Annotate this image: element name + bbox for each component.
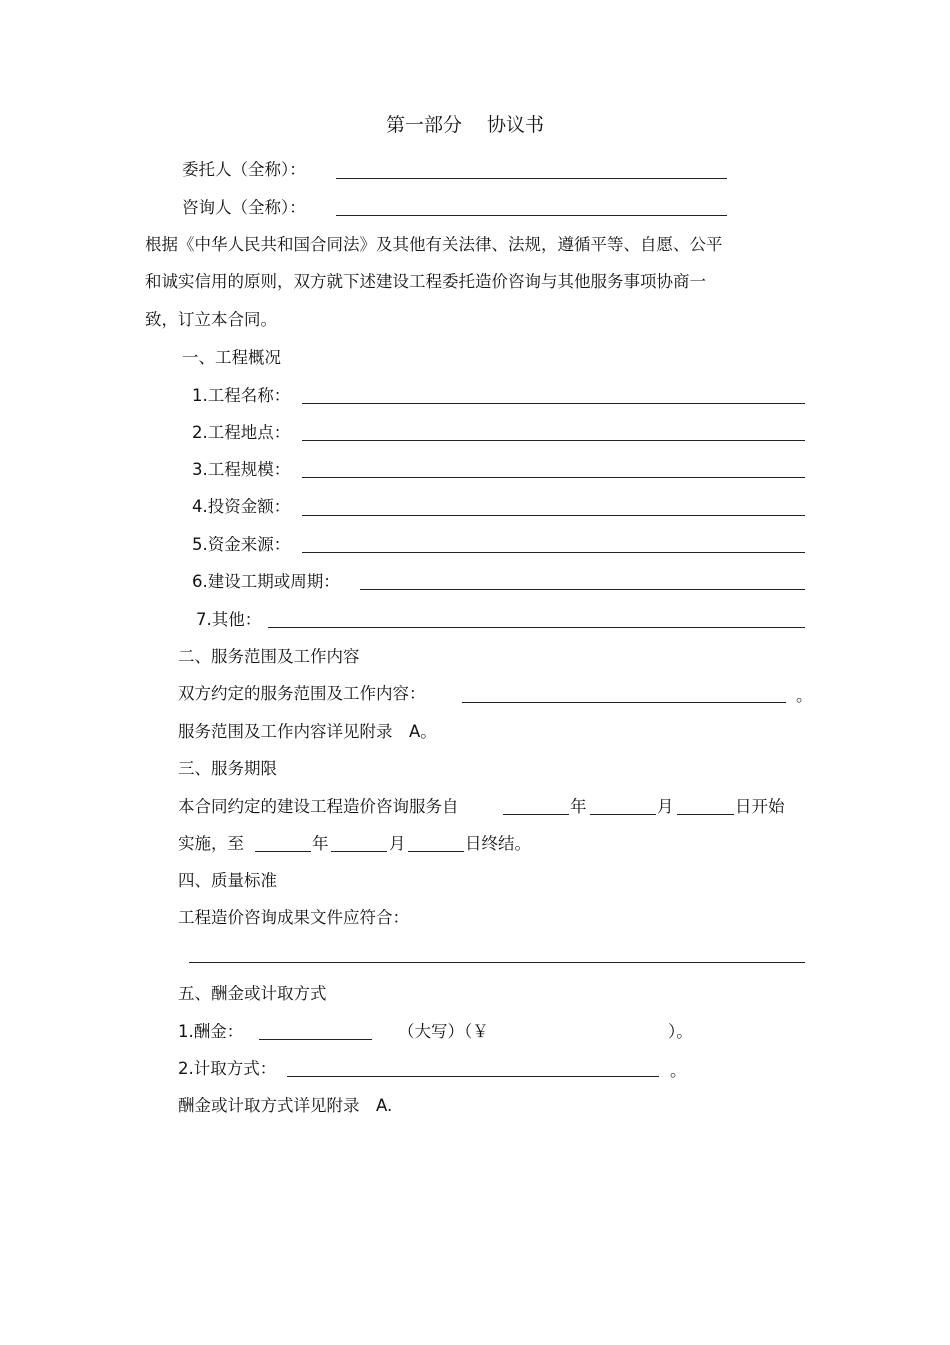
project-scale-label: 3.工程规模： xyxy=(192,460,291,479)
funding-source-field[interactable] xyxy=(302,552,805,553)
fee-appendix: 酬金或计取方式详见附录 A. xyxy=(178,1096,393,1115)
preamble-line-1: 根据《中华人民共和国合同法》及其他有关法律、法规，遵循平等、自愿、公平 xyxy=(145,235,723,254)
section-1-heading: 一、工程概况 xyxy=(182,348,281,367)
quality-standard-field[interactable] xyxy=(189,962,805,963)
start-month-unit: 月 xyxy=(657,797,674,816)
end-month-unit: 月 xyxy=(389,834,406,853)
section-4-heading: 四、质量标准 xyxy=(178,871,277,890)
fee-amount-field[interactable] xyxy=(259,1039,372,1040)
consultant-name-field[interactable] xyxy=(336,215,727,216)
project-name-field[interactable] xyxy=(302,403,805,404)
fee-method-period: 。 xyxy=(670,1061,687,1080)
construction-period-label: 6.建设工期或周期： xyxy=(192,572,340,591)
quality-standard-text: 工程造价咨询成果文件应符合： xyxy=(178,908,409,927)
end-year-field[interactable] xyxy=(255,851,311,852)
preamble-line-3: 致，订立本合同。 xyxy=(145,310,277,329)
service-scope-label: 双方约定的服务范围及工作内容： xyxy=(178,684,426,703)
start-year-field[interactable] xyxy=(503,814,569,815)
fee-close-text: ）。 xyxy=(668,1022,693,1041)
start-day-unit: 日开始 xyxy=(735,797,785,816)
construction-period-field[interactable] xyxy=(360,589,805,590)
other-field[interactable] xyxy=(268,627,805,628)
end-year-unit: 年 xyxy=(312,834,329,853)
end-day-field[interactable] xyxy=(408,851,464,852)
service-scope-appendix: 服务范围及工作内容详见附录 A。 xyxy=(178,722,437,741)
service-start-text: 本合同约定的建设工程造价咨询服务自 xyxy=(178,797,459,816)
section-3-heading: 三、服务期限 xyxy=(178,759,277,778)
start-year-unit: 年 xyxy=(570,797,587,816)
section-5-heading: 五、酬金或计取方式 xyxy=(178,984,327,1003)
consultant-label: 咨询人（全称）： xyxy=(182,198,306,217)
fee-method-label: 2.计取方式： xyxy=(178,1059,277,1078)
investment-amount-label: 4.投资金额： xyxy=(192,497,291,516)
fee-label: 1.酬金： xyxy=(178,1022,244,1041)
end-month-field[interactable] xyxy=(331,851,387,852)
end-day-unit: 日终结。 xyxy=(465,834,531,853)
investment-amount-field[interactable] xyxy=(302,515,805,516)
other-label: 7.其他： xyxy=(196,610,262,629)
service-end-text: 实施，至 xyxy=(178,834,244,853)
service-scope-period: 。 xyxy=(796,686,813,705)
funding-source-label: 5.资金来源： xyxy=(192,535,291,554)
client-label: 委托人（全称）： xyxy=(182,160,306,179)
fee-caps-text: （大写）（￥ xyxy=(398,1022,489,1041)
service-scope-field[interactable] xyxy=(462,702,786,703)
start-month-field[interactable] xyxy=(590,814,656,815)
project-location-field[interactable] xyxy=(302,440,805,441)
start-day-field[interactable] xyxy=(677,814,734,815)
fee-method-field[interactable] xyxy=(287,1076,659,1077)
page-title: 第一部分 协议书 xyxy=(386,114,545,136)
preamble-line-2: 和诚实信用的原则，双方就下述建设工程委托造价咨询与其他服务事项协商一 xyxy=(145,272,706,291)
project-scale-field[interactable] xyxy=(302,477,805,478)
project-location-label: 2.工程地点： xyxy=(192,423,291,442)
client-name-field[interactable] xyxy=(336,178,727,179)
section-2-heading: 二、服务范围及工作内容 xyxy=(178,647,360,666)
project-name-label: 1.工程名称： xyxy=(192,386,291,405)
